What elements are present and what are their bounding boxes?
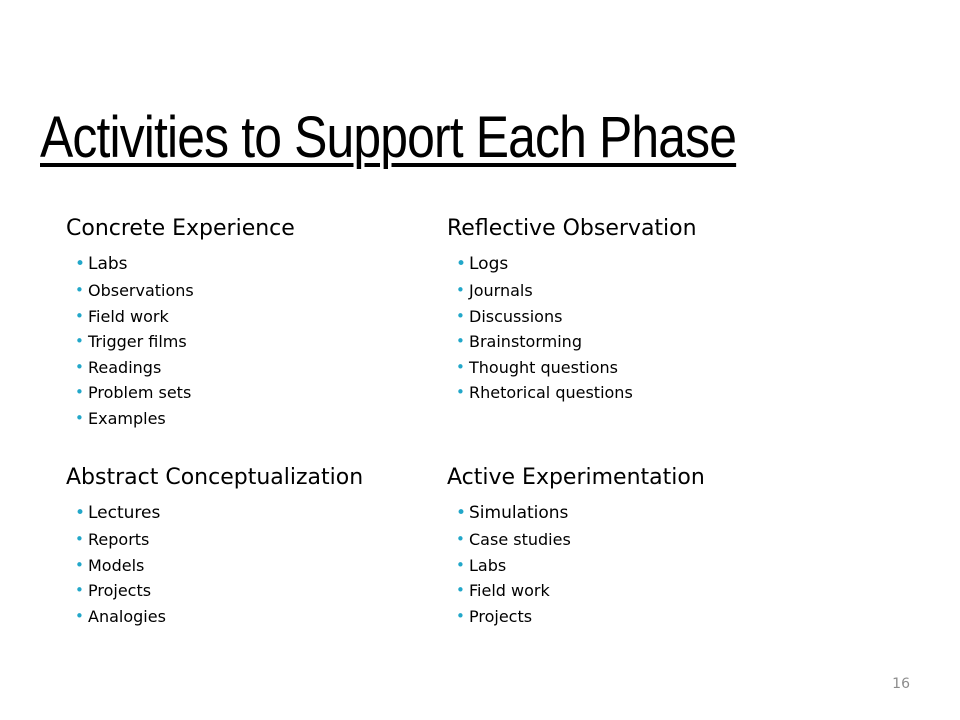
bullet-item: • Projects <box>75 578 436 604</box>
reflective-observation-list <box>447 251 817 406</box>
bullet-item: • Examples <box>75 406 436 432</box>
bullet-item: • Brainstorming <box>456 329 817 355</box>
bullet-item: • Projects <box>456 604 817 630</box>
abstract-conceptualization-heading: Abstract Conceptualization <box>66 465 364 490</box>
bullet-item: • Case studies <box>456 527 817 553</box>
concrete-experience-heading: Concrete Experience <box>66 216 295 241</box>
bullet-item: • Trigger films <box>75 329 436 355</box>
bullet-item: • Analogies <box>75 604 436 630</box>
bullet-item: • Labs <box>456 553 817 579</box>
active-experimentation-section <box>447 462 817 629</box>
bullet-item: • Observations <box>75 278 436 304</box>
bullet-item: • Labs <box>75 251 436 278</box>
bullet-item: • Rhetorical questions <box>456 380 817 406</box>
slide-title: Activities to Support Each Phase <box>40 105 737 170</box>
slide-number: 16 <box>892 676 910 692</box>
active-experimentation-list <box>447 500 817 629</box>
bullet-item: • Reports <box>75 527 436 553</box>
bullet-item: • Field work <box>456 578 817 604</box>
active-experimentation-heading: Active Experimentation <box>447 465 705 490</box>
reflective-observation-section <box>447 213 817 406</box>
reflective-observation-heading: Reflective Observation <box>447 216 697 241</box>
abstract-conceptualization-list <box>66 500 436 629</box>
bullet-item: • Readings <box>75 355 436 381</box>
bullet-item: • Discussions <box>456 304 817 330</box>
bullet-item: • Logs <box>456 251 817 278</box>
concrete-experience-section <box>66 213 436 431</box>
bullet-item: • Thought questions <box>456 355 817 381</box>
abstract-conceptualization-section <box>66 462 436 629</box>
concrete-experience-list <box>66 251 436 431</box>
bullet-item: • Lectures <box>75 500 436 527</box>
bullet-item: • Journals <box>456 278 817 304</box>
bullet-item: • Problem sets <box>75 380 436 406</box>
bullet-item: • Simulations <box>456 500 817 527</box>
bullet-item: • Field work <box>75 304 436 330</box>
bullet-item: • Models <box>75 553 436 579</box>
